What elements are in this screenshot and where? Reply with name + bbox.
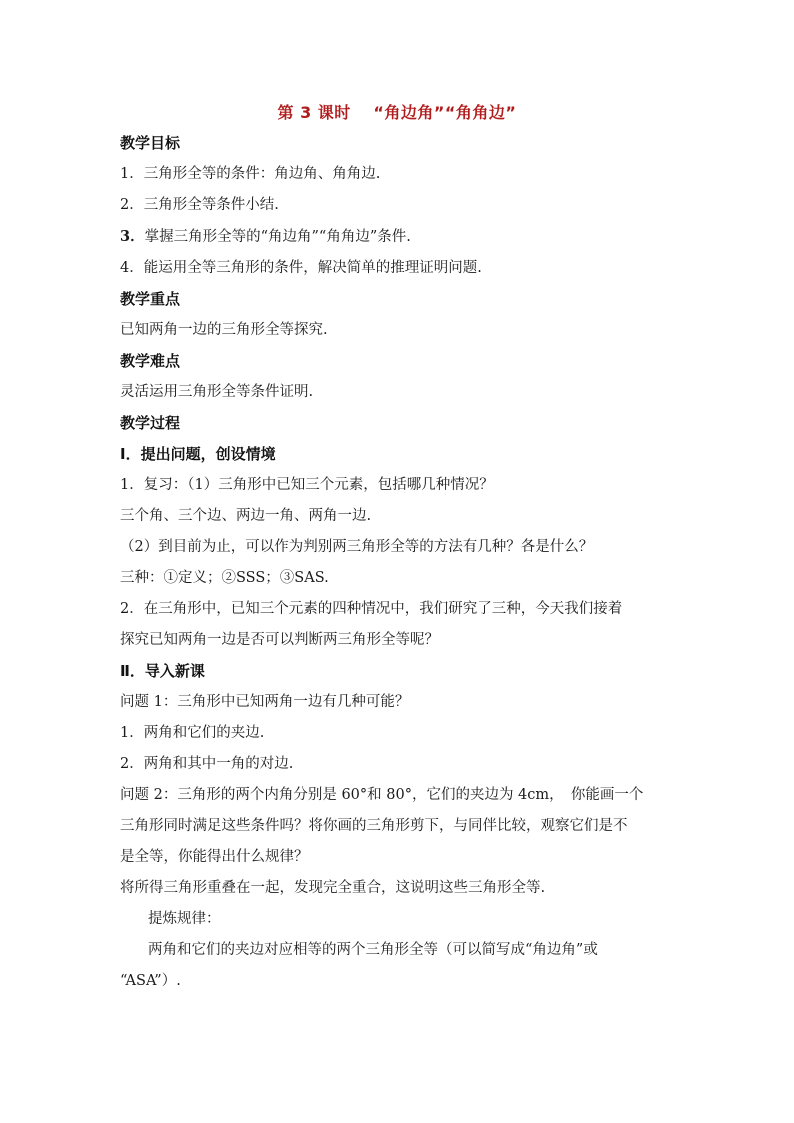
review-answer-2: 三种：①定义；②SSS；③SAS.	[120, 570, 329, 586]
objective-2: 2．三角形全等条件小结.	[120, 197, 279, 213]
question-2-line-1: 问题 2：三角形的两个内角分别是 60°和 80°，它们的夹边为 4cm， 你能画一个	[120, 787, 644, 803]
rule-line-1: 两角和它们的夹边对应相等的两个三角形全等（可以简写成“角边角”或	[148, 942, 598, 958]
document-body	[120, 128, 680, 997]
objectives-heading: 教学目标	[120, 134, 181, 152]
objective-4: 4．能运用全等三角形的条件，解决简单的推理证明问题.	[120, 260, 482, 276]
part1-heading: Ⅰ．提出问题，创设情境	[120, 445, 276, 463]
rule-heading: 提炼规律：	[148, 911, 221, 927]
keypoint-heading: 教学重点	[120, 290, 181, 308]
item2-line-1: 2．在三角形中，已知三个元素的四种情况中，我们研究了三种，今天我们接着	[120, 601, 623, 617]
question-2-line-2: 三角形同时满足这些条件吗？将你画的三角形剪下，与同伴比较，观察它们是不	[120, 818, 628, 834]
item2-line-2: 探究已知两角一边是否可以判断两三角形全等呢？	[120, 632, 439, 648]
keypoint-text: 已知两角一边的三角形全等探究.	[120, 322, 328, 338]
objective-3-number: 3．	[120, 228, 145, 245]
question-2-line-3: 是全等，你能得出什么规律？	[120, 849, 309, 865]
conclusion-text: 将所得三角形重叠在一起，发现完全重合，这说明这些三角形全等.	[120, 880, 546, 896]
review-question-1: 1．复习：（1）三角形中已知三个元素，包括哪几种情况？	[120, 477, 494, 493]
review-question-2: （2）到目前为止，可以作为判别两三角形全等的方法有几种？各是什么？	[120, 539, 594, 555]
objective-3-text: 掌握三角形全等的“角边角”“角角边”条件.	[144, 229, 411, 245]
answer-1-2: 2．两角和其中一角的对边.	[120, 756, 294, 772]
difficulty-text: 灵活运用三角形全等条件证明.	[120, 384, 314, 400]
review-answer-1: 三个角、三个边、两边一角、两角一边.	[120, 508, 372, 524]
objective-3	[120, 221, 680, 253]
question-1: 问题 1：三角形中已知两角一边有几种可能？	[120, 694, 410, 710]
page-title: 第 3 课时 “角边角”“角角边”	[277, 103, 517, 122]
process-heading: 教学过程	[120, 414, 181, 432]
rule-line-2: “ASA”）.	[120, 973, 181, 989]
answer-1-1: 1．两角和它们的夹边.	[120, 725, 265, 741]
difficulty-heading: 教学难点	[120, 352, 181, 370]
objective-1: 1．三角形全等的条件：角边角、角角边.	[120, 166, 381, 182]
part2-heading: Ⅱ．导入新课	[120, 662, 205, 680]
